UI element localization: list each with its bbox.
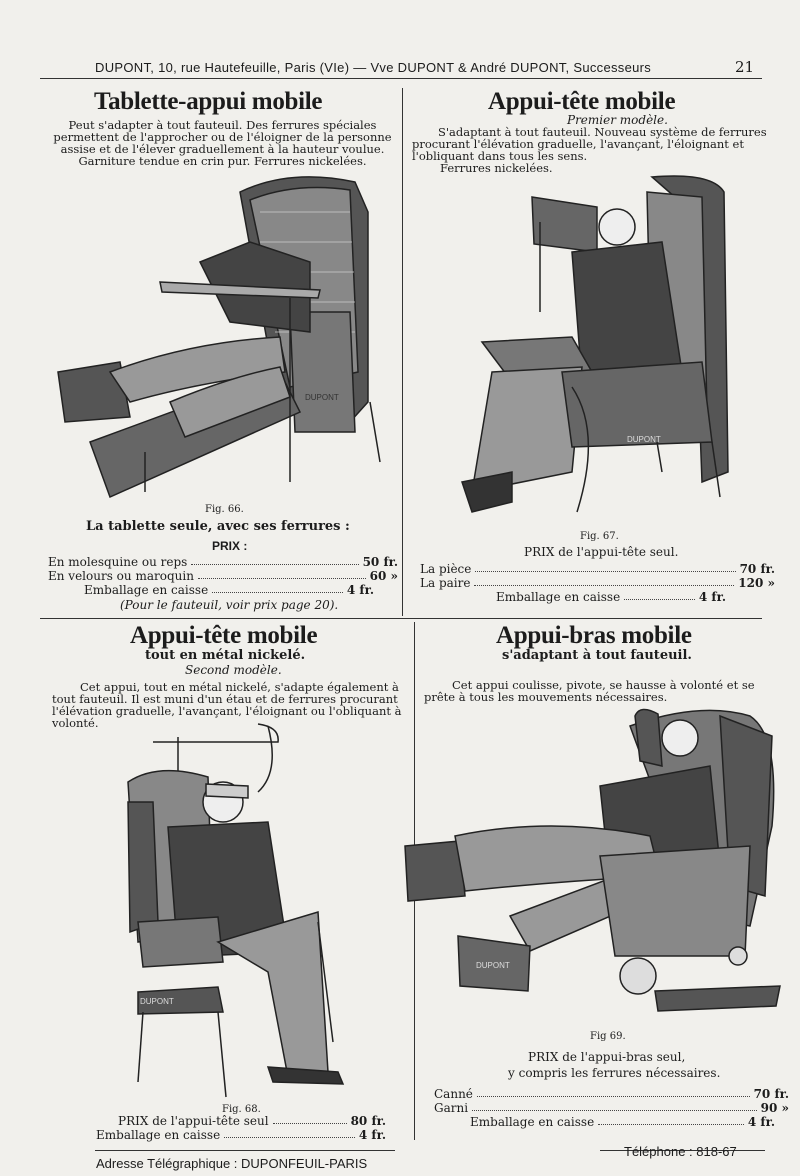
page-header: DUPONT, 10, rue Hautefeuille, Paris (VIe) — Vve DUPONT & André DUPONT, Successeurs bbox=[95, 60, 652, 75]
section-subtitle: Premier modèle. bbox=[567, 113, 668, 127]
price-row: Emballage en caisse 4 fr. bbox=[496, 590, 726, 604]
figure-68-illustration bbox=[118, 722, 378, 1104]
price-row: Garni 90 » bbox=[434, 1101, 789, 1115]
section-description: Cet appui coulisse, pivote, se hausse à volonté et se prête à tous les mouvements nécessaires. bbox=[424, 678, 755, 704]
column-divider-top bbox=[402, 88, 403, 616]
price-row: Canné 70 fr. bbox=[434, 1087, 789, 1101]
section-subtitle: s'adaptant à tout fauteuil. bbox=[502, 648, 692, 663]
figure-66-illustration bbox=[50, 172, 390, 502]
svg-text:DUPONT: DUPONT bbox=[627, 435, 661, 444]
figure-caption: Fig 69. bbox=[590, 1031, 626, 1042]
price-list bbox=[48, 555, 398, 597]
price-row: En velours ou maroquin 60 » bbox=[48, 569, 398, 583]
section-subtitle-2: Second modèle. bbox=[185, 663, 282, 677]
section-subtitle: tout en métal nickelé. bbox=[145, 648, 306, 663]
svg-text:DUPONT: DUPONT bbox=[476, 961, 510, 970]
figure-caption: Fig. 66. bbox=[205, 504, 244, 515]
price-row: Emballage en caisse 4 fr. bbox=[96, 1128, 386, 1142]
section-title: Appui-bras mobile bbox=[496, 622, 692, 649]
prix-label: PRIX de l'appui-bras seul, bbox=[528, 1050, 686, 1064]
section-title: Appui-tête mobile bbox=[488, 88, 676, 115]
section-description: Cet appui, tout en métal nickelé, s'adapte également à tout fauteuil. Il est muni d'un étau et de ferrures procurant l'élévation graduelle, l'avançant, l'éloignant ou l'obliquant à volonté. bbox=[52, 680, 402, 730]
price-row: La pièce 70 fr. bbox=[420, 562, 775, 576]
section-description: Peut s'adapter à tout fauteuil. Des ferrures spéciales permettent de l'approcher ou de l'éloigner de la personne assise et de l'élever graduellement à la hauteur voulue. Garniture tendue en crin pur. Ferrures nickelées. bbox=[53, 118, 392, 168]
price-row: Emballage en caisse 4 fr. bbox=[470, 1115, 775, 1129]
header-rule bbox=[40, 78, 762, 79]
section-title: Appui-tête mobile bbox=[130, 622, 318, 649]
price-row: PRIX de l'appui-tête seul 80 fr. bbox=[118, 1114, 386, 1128]
section-title: Tablette-appui mobile bbox=[94, 88, 323, 115]
footer-rule bbox=[95, 1150, 395, 1151]
section-description: S'adaptant à tout fauteuil. Nouveau système de ferrures procurant l'élévation graduelle, l'avançant, l'éloignant et l'obliquant dans tous les sens. Ferrures nickelées. bbox=[412, 125, 767, 175]
figure-67-illustration bbox=[452, 172, 752, 527]
svg-text:DUPONT: DUPONT bbox=[305, 393, 339, 402]
figure-caption: Fig. 68. bbox=[222, 1104, 261, 1115]
section-divider bbox=[40, 618, 762, 619]
figure-caption: Fig. 67. bbox=[580, 531, 619, 542]
price-list bbox=[420, 562, 775, 604]
prix-label: PRIX : bbox=[212, 539, 248, 553]
price-row: La paire 120 » bbox=[420, 576, 775, 590]
prix-label-2: y compris les ferrures nécessaires. bbox=[508, 1066, 721, 1080]
figure-69-illustration bbox=[400, 706, 785, 1031]
price-row: En molesquine ou reps 50 fr. bbox=[48, 555, 398, 569]
svg-text:DUPONT: DUPONT bbox=[140, 997, 174, 1006]
telephone-number: Téléphone : 818-67 bbox=[624, 1144, 737, 1159]
price-row: Emballage en caisse 4 fr. bbox=[84, 583, 374, 597]
prix-label: PRIX de l'appui-tête seul. bbox=[524, 545, 679, 559]
telegraph-address: Adresse Télégraphique : DUPONFEUIL-PARIS bbox=[96, 1156, 368, 1171]
price-list bbox=[434, 1087, 789, 1129]
footnote: (Pour le fauteuil, voir prix page 20). bbox=[120, 598, 339, 612]
price-heading: La tablette seule, avec ses ferrures : bbox=[86, 519, 350, 534]
page-number: 21 bbox=[735, 58, 755, 76]
price-list bbox=[96, 1114, 386, 1142]
